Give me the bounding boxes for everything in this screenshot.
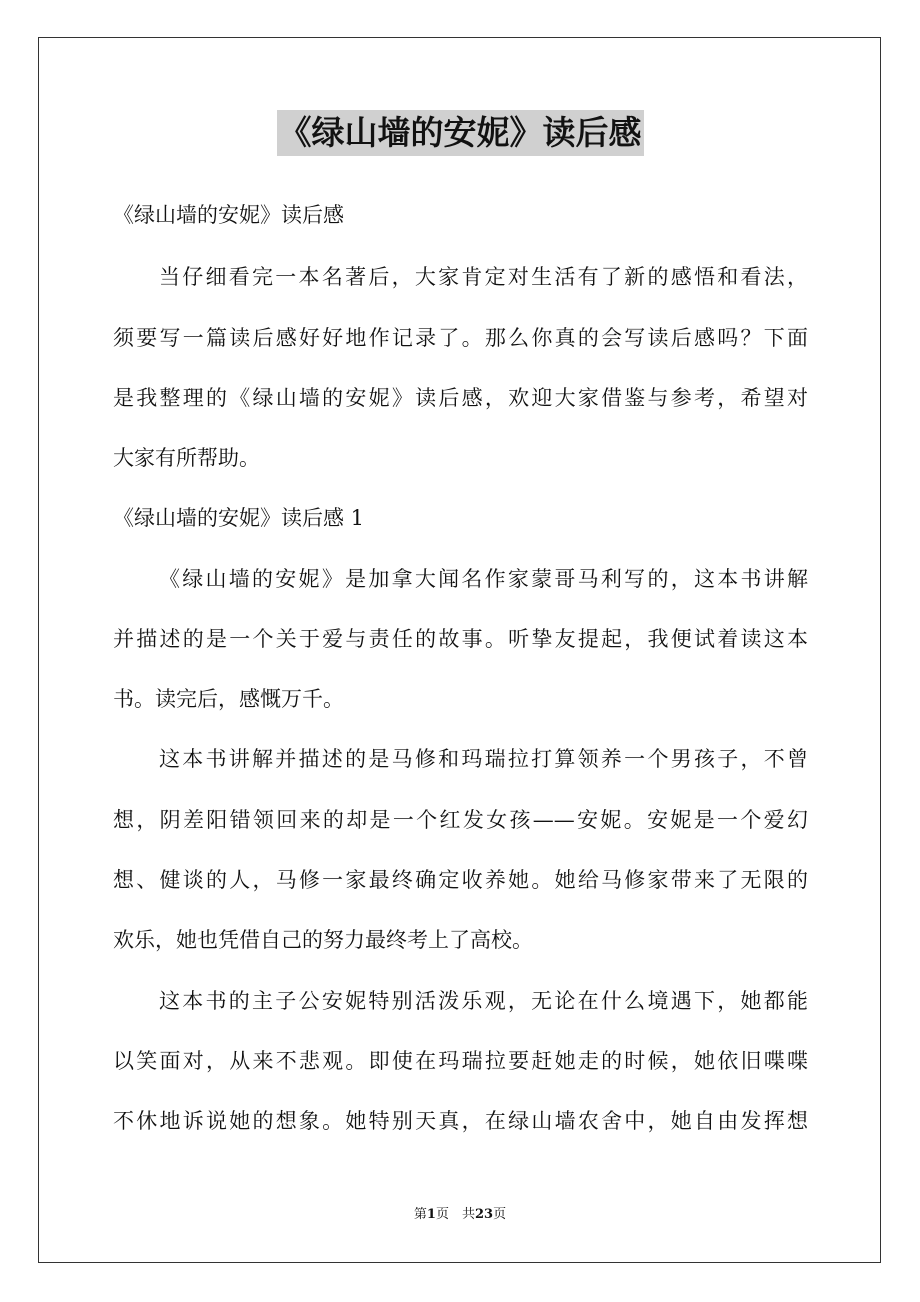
paragraph-line: 欢乐，她也凭借自己的努力最终考上了高校。 [113,928,533,952]
total-page-count: 23 [474,1207,494,1222]
paragraph-line: 大家有所帮助。 [113,446,260,470]
subtitle-line: 《绿山墙的安妮》读后感 [113,203,344,227]
paragraph-line: 这本书的主子公安妮特别活泼乐观，无论在什么境遇下，她都能 [159,989,808,1013]
paragraph-line: 书。读完后，感慨万千。 [113,687,344,711]
page-footer [0,1206,920,1224]
paragraph-line: 这本书讲解并描述的是马修和玛瑞拉打算领养一个男孩子，不曾 [159,747,808,771]
paragraph-line: 须要写一篇读后感好好地作记录了。那么你真的会写读后感吗？下面 [113,326,808,350]
paragraph-line: 是我整理的《绿山墙的安妮》读后感，欢迎大家借鉴与参考，希望对 [113,386,808,410]
paragraph-line: 想，阴差阳错领回来的却是一个红发女孩——安妮。安妮是一个爱幻 [113,808,808,832]
paragraph-line: 《绿山墙的安妮》是加拿大闻名作家蒙哥马利写的，这本书讲解 [159,567,808,591]
paragraph-line: 并描述的是一个关于爱与责任的故事。听挚友提起，我便试着读这本 [113,627,808,651]
paragraph-line: 想、健谈的人，马修一家最终确定收养她。她给马修家带来了无限的 [113,868,808,892]
paragraph-line: 以笑面对，从来不悲观。即使在玛瑞拉要赶她走的时候，她依旧喋喋 [113,1049,808,1073]
page-prefix: 第 [413,1207,427,1222]
section-heading: 《绿山墙的安妮》读后感 1 [113,506,365,530]
paragraph-line: 当仔细看完一本名著后，大家肯定对生活有了新的感悟和看法， [159,265,808,289]
current-page-number: 1 [426,1207,436,1222]
title-container [0,110,920,156]
page-mid: 页 共 [435,1207,475,1222]
paragraph-line: 不休地诉说她的想象。她特别天真，在绿山墙农舍中，她自由发挥想 [113,1109,808,1133]
document-title: 《绿山墙的安妮》读后感 [277,110,644,156]
page-suffix: 页 [493,1207,507,1222]
